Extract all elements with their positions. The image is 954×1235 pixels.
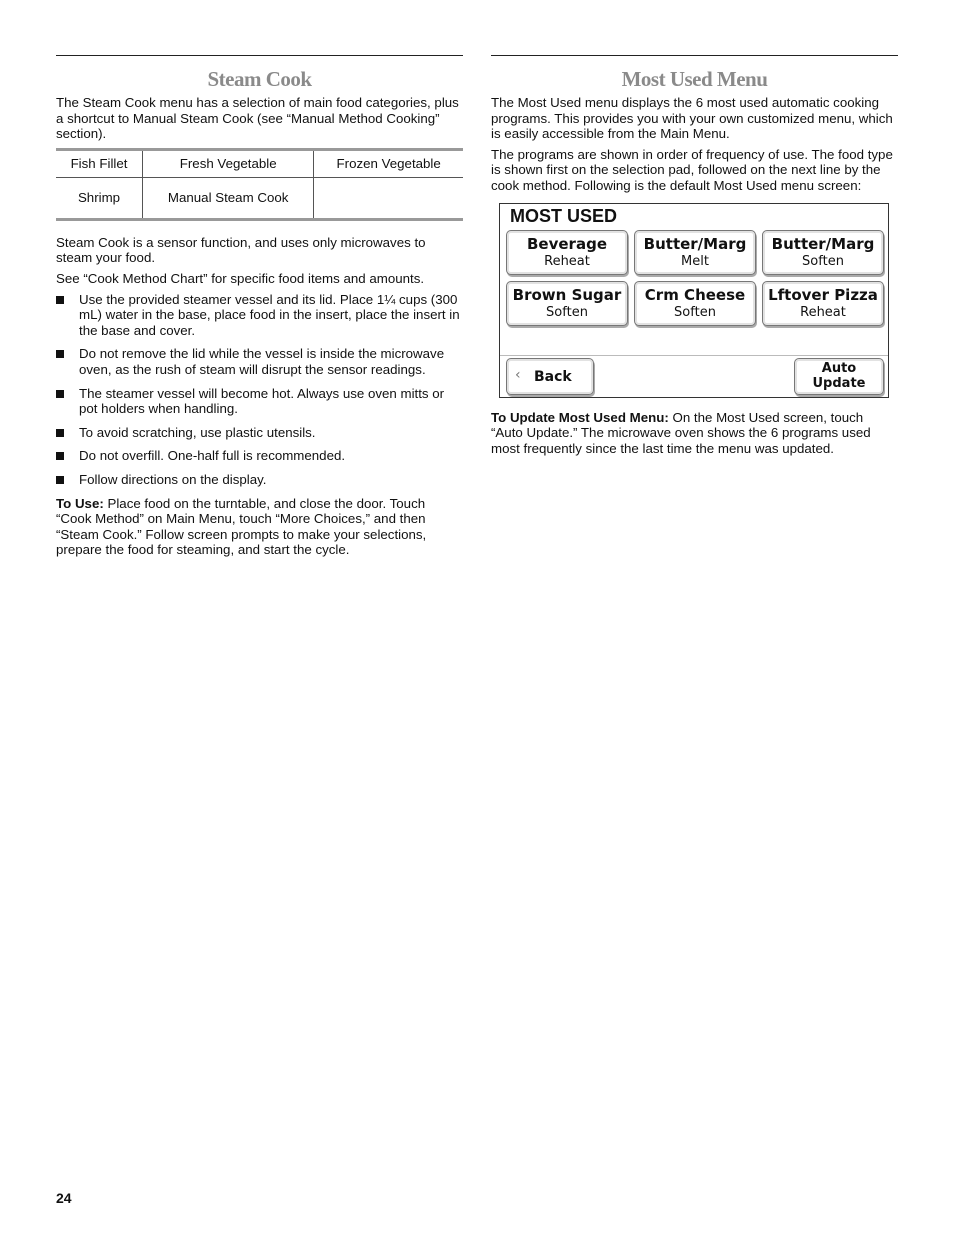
to-use-text: Place food on the turntable, and close the door. Touch “Cook Method” on Main Menu, touch “More Choices,” and then “Steam Cook.” Follow screen prompts to make your selections, prepare the food for steaming, and start the cycle. [56,495,427,558]
table-cell: Fish Fillet [56,149,143,177]
list-item: The steamer vessel will become hot. Always use oven mitts or pot holders when handling. [56,386,463,417]
bullet-square-icon [56,429,64,437]
update-label: To Update Most Used Menu: [491,409,669,425]
update-paragraph [491,410,898,457]
table-row [56,177,463,219]
program-button[interactable]: Beverage Reheat [506,230,628,275]
list-item: Do not overfill. One-half full is recommended. [56,448,463,464]
to-use-label: To Use: [56,495,104,511]
screen-divider [500,355,888,356]
program-button[interactable]: Crm Cheese Soften [634,281,756,326]
program-button[interactable]: Brown Sugar Soften [506,281,628,326]
table-cell: Frozen Vegetable [314,149,463,177]
bullet-square-icon [56,452,64,460]
table-row [56,149,463,177]
order-paragraph: The programs are shown in order of frequency of use. The food type is shown first on the selection pad, followed on the next line by the cook method. Following is the default Most Used menu screen: [491,146,893,193]
program-button[interactable]: Butter/Marg Soften [762,230,884,275]
section-heading: Most Used Menu [621,67,768,91]
table-cell [314,177,463,219]
table-cell: Fresh Vegetable [143,149,314,177]
top-rule [56,55,463,56]
table-cell: Manual Steam Cook [143,177,314,219]
program-button[interactable]: Butter/Marg Melt [634,230,756,275]
auto-update-button[interactable] [794,358,884,395]
intro-paragraph: The Most Used menu displays the 6 most used automatic cooking programs. This provides you with your own customized menu, which is easily accessible from the Main Menu. [491,95,893,142]
list-item: Follow directions on the display. [56,472,463,488]
update-text: On the Most Used screen, touch “Auto Update.” The microwave oven shows the 6 programs used most frequently since the last time the menu was updated. [491,409,871,456]
bullet-square-icon [56,350,64,358]
most-used-screen-illustration [499,203,889,398]
table-cell: Shrimp [77,190,121,206]
most-used-section [491,55,898,461]
top-rule [491,55,898,56]
intro-paragraph: The Steam Cook menu has a selection of main food categories, plus a shortcut to Manual Steam Cook (see “Manual Method Cooking” section). [56,95,459,142]
auto-update-line1: Auto [821,360,857,376]
instruction-list [56,292,463,488]
list-item: To avoid scratching, use plastic utensils. [56,425,463,441]
to-use-paragraph [56,496,463,558]
bullet-square-icon [56,296,64,304]
bullet-square-icon [56,476,64,484]
back-label: Back [534,368,572,385]
back-button[interactable] [506,358,594,395]
chevron-left-icon: ‹ [515,366,521,383]
list-item: Use the provided steamer vessel and its lid. Place 1¼ cups (300 mL) water in the base, place food in the insert, place the insert in the base and cover. [56,292,463,339]
steam-cook-section [56,55,463,563]
list-item: Do not remove the lid while the vessel is inside the microwave oven, as the rush of steam will disrupt the sensor readings. [56,346,463,377]
auto-update-line2: Update [812,375,866,391]
bullet-square-icon [56,390,64,398]
screen-title: MOST USED [510,205,618,226]
food-category-table [56,148,463,221]
chart-reference-paragraph: See “Cook Method Chart” for specific food items and amounts. [56,270,425,286]
program-button[interactable]: Lftover Pizza Reheat [762,281,884,326]
section-heading: Steam Cook [207,67,312,91]
sensor-paragraph: Steam Cook is a sensor function, and uses only microwaves to steam your food. [56,234,426,266]
page-number: 24 [56,1190,72,1206]
